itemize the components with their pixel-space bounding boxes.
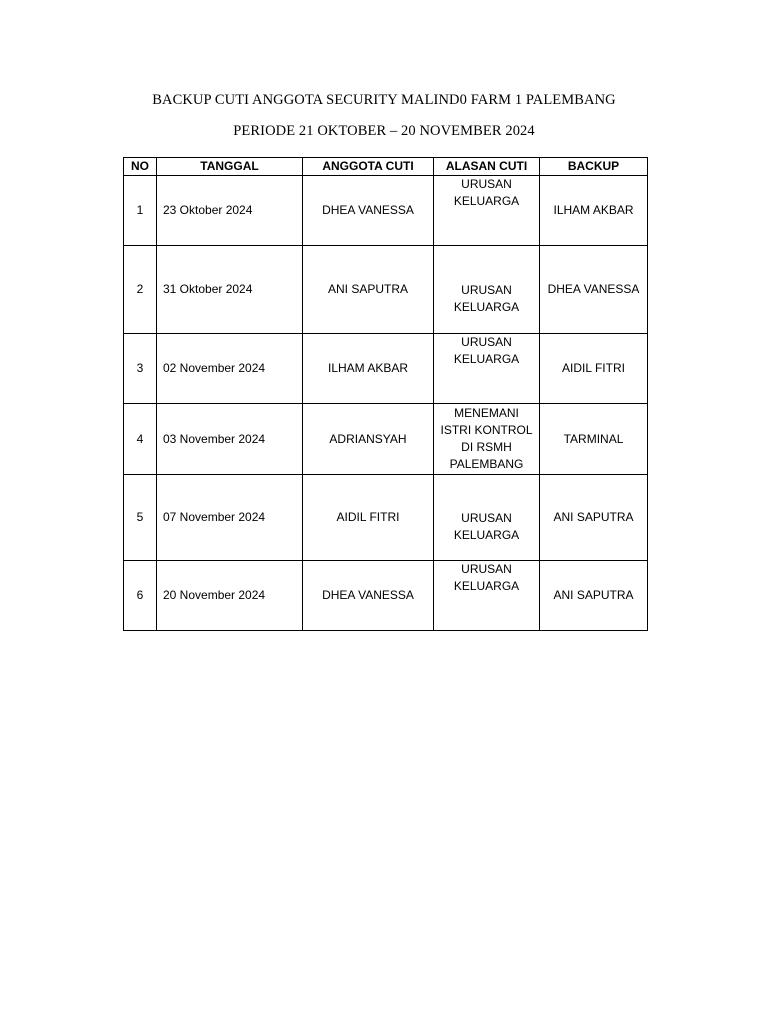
cell-date: 07 November 2024: [157, 475, 303, 561]
cell-member: AIDIL FITRI: [303, 475, 434, 561]
cell-backup: AIDIL FITRI: [540, 334, 648, 404]
cell-reason: URUSAN KELUARGA: [434, 475, 540, 561]
table-row: [124, 246, 648, 334]
cell-backup: DHEA VANESSA: [540, 246, 648, 334]
header-date: TANGGAL: [157, 158, 303, 176]
cell-reason: URUSAN KELUARGA: [434, 246, 540, 334]
header-member: ANGGOTA CUTI: [303, 158, 434, 176]
cell-member: DHEA VANESSA: [303, 176, 434, 246]
cell-member: ILHAM AKBAR: [303, 334, 434, 404]
cell-date: 03 November 2024: [157, 404, 303, 475]
cell-date: 23 Oktober 2024: [157, 176, 303, 246]
header-no: NO: [124, 158, 157, 176]
document-period: PERIODE 21 OKTOBER – 20 NOVEMBER 2024: [233, 123, 535, 139]
cell-no: 1: [124, 176, 157, 246]
cell-reason: MENEMANI ISTRI KONTROL DI RSMH PALEMBANG: [434, 404, 540, 475]
leave-backup-table: [123, 157, 648, 631]
cell-member: DHEA VANESSA: [303, 561, 434, 631]
cell-reason: URUSAN KELUARGA: [434, 176, 540, 246]
table-row: [124, 334, 648, 404]
cell-backup: ILHAM AKBAR: [540, 176, 648, 246]
cell-date: 02 November 2024: [157, 334, 303, 404]
document-title: BACKUP CUTI ANGGOTA SECURITY MALIND0 FARM 1 PALEMBANG: [152, 92, 616, 108]
cell-backup: ANI SAPUTRA: [540, 561, 648, 631]
cell-no: 5: [124, 475, 157, 561]
cell-no: 2: [124, 246, 157, 334]
cell-no: 3: [124, 334, 157, 404]
cell-backup: TARMINAL: [540, 404, 648, 475]
cell-no: 4: [124, 404, 157, 475]
cell-member: ADRIANSYAH: [303, 404, 434, 475]
header-backup: BACKUP: [540, 158, 648, 176]
cell-reason: URUSAN KELUARGA: [434, 334, 540, 404]
cell-date: 20 November 2024: [157, 561, 303, 631]
cell-date: 31 Oktober 2024: [157, 246, 303, 334]
table-row: [124, 176, 648, 246]
cell-reason: URUSAN KELUARGA: [434, 561, 540, 631]
cell-member: ANI SAPUTRA: [303, 246, 434, 334]
cell-backup: ANI SAPUTRA: [540, 475, 648, 561]
table-row: [124, 475, 648, 561]
table-row: [124, 404, 648, 475]
cell-no: 6: [124, 561, 157, 631]
header-reason: ALASAN CUTI: [434, 158, 540, 176]
table-header-row: [124, 158, 648, 176]
table-row: [124, 561, 648, 631]
